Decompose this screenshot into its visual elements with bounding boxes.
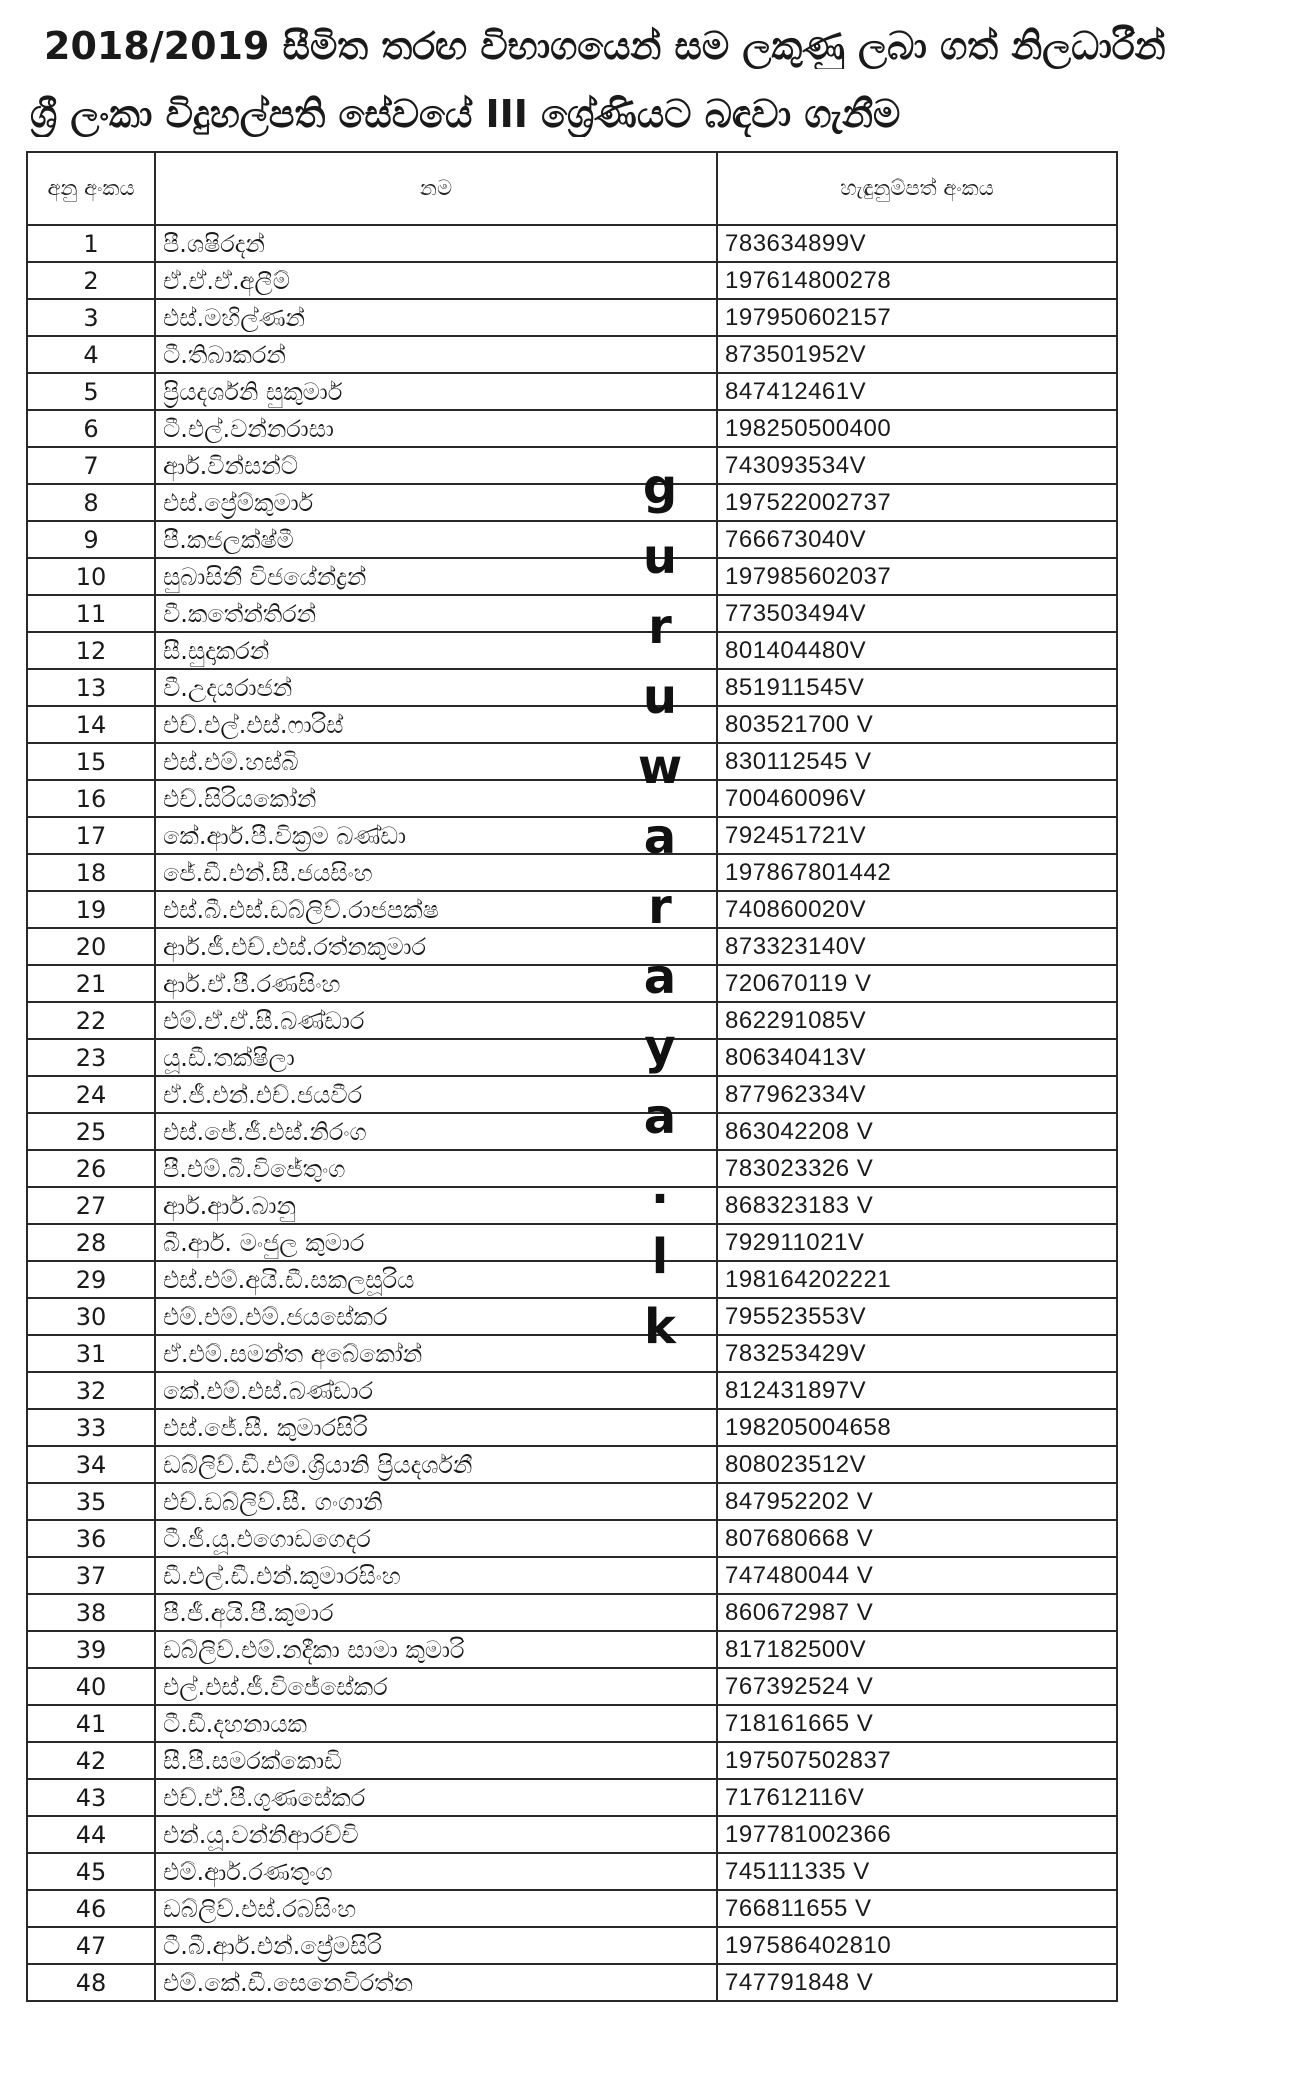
table-header-row bbox=[27, 152, 1117, 225]
row-number-cell: 6 bbox=[27, 410, 155, 447]
row-number-cell: 18 bbox=[27, 854, 155, 891]
row-name-cell: සුබාසිනී විජයේන්ද්‍රන් bbox=[155, 558, 717, 595]
row-number-cell: 7 bbox=[27, 447, 155, 484]
row-name-cell: ටී.ජී.යූ.එගොඩගෙදර bbox=[155, 1520, 717, 1557]
row-number-cell: 42 bbox=[27, 1742, 155, 1779]
table-row bbox=[27, 1446, 1117, 1483]
row-number-cell: 4 bbox=[27, 336, 155, 373]
row-name-cell: වී.කතේන්තිරන් bbox=[155, 595, 717, 632]
watermark-letter: u bbox=[642, 529, 678, 585]
row-id-cell: 868323183 V bbox=[717, 1187, 1117, 1224]
document-title-line-1: 2018/2019 සීමිත තරඟ විභාගයෙන් සම ලකුණු ලබා ගත් නිලධාරීන් bbox=[44, 24, 1166, 68]
row-name-cell: ඒ.ඒ.ඒ.අලීම් bbox=[155, 262, 717, 299]
row-number-cell: 45 bbox=[27, 1853, 155, 1890]
row-id-cell: 803521700 V bbox=[717, 706, 1117, 743]
table-row bbox=[27, 299, 1117, 336]
row-name-cell: පී.එම්.බී.විජේතුංග bbox=[155, 1150, 717, 1187]
row-name-cell: එස්.බී.එස්.ඩබ්ලිව්.රාජපක්ෂ bbox=[155, 891, 717, 928]
row-name-cell: ඩබ්ලිව්.ඩී.එම්.ශ්‍රියානි ප්‍රියදර්ශනී bbox=[155, 1446, 717, 1483]
table-row bbox=[27, 1890, 1117, 1927]
row-name-cell: එච්.ඩබ්ලිව්.සී. ගංගානි bbox=[155, 1483, 717, 1520]
table-row bbox=[27, 1964, 1117, 2001]
row-name-cell: ටී.තිබාකරන් bbox=[155, 336, 717, 373]
row-name-cell: ටී.ඩී.දහනායක bbox=[155, 1705, 717, 1742]
row-name-cell: කේ.ආර්.පී.වික්‍රම බණ්ඩා bbox=[155, 817, 717, 854]
row-id-cell: 773503494V bbox=[717, 595, 1117, 632]
row-number-cell: 47 bbox=[27, 1927, 155, 1964]
row-id-cell: 197507502837 bbox=[717, 1742, 1117, 1779]
row-name-cell: එස්.එම්.හස්බි bbox=[155, 743, 717, 780]
row-name-cell: එම්.ඒ.ඒ.සී.බණ්ඩාර bbox=[155, 1002, 717, 1039]
row-name-cell: එම්.ආර්.රණතුංග bbox=[155, 1853, 717, 1890]
row-number-cell: 44 bbox=[27, 1816, 155, 1853]
watermark-letter: a bbox=[643, 949, 677, 1005]
row-name-cell: ආර්.ආර්.බානු bbox=[155, 1187, 717, 1224]
row-id-cell: 817182500V bbox=[717, 1631, 1117, 1668]
row-id-cell: 830112545 V bbox=[717, 743, 1117, 780]
row-name-cell: ඒ.ජී.එන්.එච්.ජයවීර bbox=[155, 1076, 717, 1113]
row-name-cell: ඩී.එල්.ඩී.එන්.කුමාරසිංහ bbox=[155, 1557, 717, 1594]
row-id-cell: 197950602157 bbox=[717, 299, 1117, 336]
row-id-cell: 197985602037 bbox=[717, 558, 1117, 595]
table-row bbox=[27, 780, 1117, 817]
table-row bbox=[27, 1002, 1117, 1039]
row-id-cell: 700460096V bbox=[717, 780, 1117, 817]
watermark-letter: a bbox=[643, 1089, 677, 1145]
table-row bbox=[27, 410, 1117, 447]
table-row bbox=[27, 1594, 1117, 1631]
table-row bbox=[27, 1187, 1117, 1224]
row-number-cell: 16 bbox=[27, 780, 155, 817]
watermark-letter: u bbox=[642, 669, 678, 725]
column-header-name: නම bbox=[155, 152, 717, 225]
table-row bbox=[27, 1261, 1117, 1298]
row-name-cell: ඩබ්ලිව්.එම්.නදීකා සාමා කුමාරි bbox=[155, 1631, 717, 1668]
row-id-cell: 801404480V bbox=[717, 632, 1117, 669]
table-row bbox=[27, 484, 1117, 521]
row-id-cell: 767392524 V bbox=[717, 1668, 1117, 1705]
row-name-cell: පී.ජී.අයි.පී.කුමාර bbox=[155, 1594, 717, 1631]
row-number-cell: 27 bbox=[27, 1187, 155, 1224]
watermark-letter: g bbox=[642, 459, 678, 515]
row-id-cell: 766811655 V bbox=[717, 1890, 1117, 1927]
row-number-cell: 31 bbox=[27, 1335, 155, 1372]
table-row bbox=[27, 262, 1117, 299]
row-id-cell: 806340413V bbox=[717, 1039, 1117, 1076]
table-row bbox=[27, 1483, 1117, 1520]
row-id-cell: 743093534V bbox=[717, 447, 1117, 484]
table-row bbox=[27, 669, 1117, 706]
row-number-cell: 21 bbox=[27, 965, 155, 1002]
table-row bbox=[27, 521, 1117, 558]
row-number-cell: 39 bbox=[27, 1631, 155, 1668]
row-id-cell: 197522002737 bbox=[717, 484, 1117, 521]
row-id-cell: 860672987 V bbox=[717, 1594, 1117, 1631]
row-number-cell: 20 bbox=[27, 928, 155, 965]
row-name-cell: යූ.ඩී.තක්ෂිලා bbox=[155, 1039, 717, 1076]
row-name-cell: එල්.එස්.ජී.විජේසේකර bbox=[155, 1668, 717, 1705]
row-id-cell: 795523553V bbox=[717, 1298, 1117, 1335]
table-row bbox=[27, 1631, 1117, 1668]
row-number-cell: 1 bbox=[27, 225, 155, 262]
row-number-cell: 14 bbox=[27, 706, 155, 743]
table-row bbox=[27, 1150, 1117, 1187]
table-row bbox=[27, 1853, 1117, 1890]
row-number-cell: 11 bbox=[27, 595, 155, 632]
row-name-cell: එච්.සිරියකෝන් bbox=[155, 780, 717, 817]
row-name-cell: එච්.ඒ.පී.ගුණසේකර bbox=[155, 1779, 717, 1816]
row-name-cell: ජේ.ඩී.එන්.සී.ජයසිංහ bbox=[155, 854, 717, 891]
row-number-cell: 22 bbox=[27, 1002, 155, 1039]
table-row bbox=[27, 1409, 1117, 1446]
table-row bbox=[27, 595, 1117, 632]
row-number-cell: 5 bbox=[27, 373, 155, 410]
row-number-cell: 46 bbox=[27, 1890, 155, 1927]
table-row bbox=[27, 336, 1117, 373]
row-name-cell: ඩබ්ලිව්.එස්.රබසිංහ bbox=[155, 1890, 717, 1927]
table-row bbox=[27, 706, 1117, 743]
row-id-cell: 766673040V bbox=[717, 521, 1117, 558]
row-name-cell: එස්.ජේ.ජී.එස්.නිරංග bbox=[155, 1113, 717, 1150]
row-id-cell: 783253429V bbox=[717, 1335, 1117, 1372]
row-id-cell: 197586402810 bbox=[717, 1927, 1117, 1964]
row-id-cell: 792451721V bbox=[717, 817, 1117, 854]
table-row bbox=[27, 1742, 1117, 1779]
row-name-cell: සී.සුදාකරන් bbox=[155, 632, 717, 669]
row-id-cell: 873323140V bbox=[717, 928, 1117, 965]
row-id-cell: 792911021V bbox=[717, 1224, 1117, 1261]
watermark-letter: k bbox=[644, 1299, 676, 1355]
row-number-cell: 17 bbox=[27, 817, 155, 854]
table-row bbox=[27, 1668, 1117, 1705]
row-id-cell: 851911545V bbox=[717, 669, 1117, 706]
row-id-cell: 877962334V bbox=[717, 1076, 1117, 1113]
row-id-cell: 862291085V bbox=[717, 1002, 1117, 1039]
table-row bbox=[27, 1335, 1117, 1372]
table-row bbox=[27, 1520, 1117, 1557]
row-name-cell: ආර්.වින්සන්ට් bbox=[155, 447, 717, 484]
table-row bbox=[27, 373, 1117, 410]
table-row bbox=[27, 1113, 1117, 1150]
table-row bbox=[27, 928, 1117, 965]
row-number-cell: 48 bbox=[27, 1964, 155, 2001]
row-number-cell: 36 bbox=[27, 1520, 155, 1557]
row-id-cell: 740860020V bbox=[717, 891, 1117, 928]
row-name-cell: ටී.එල්.වන්නරාසා bbox=[155, 410, 717, 447]
row-name-cell: එස්.මහිල්ණන් bbox=[155, 299, 717, 336]
table-row bbox=[27, 1779, 1117, 1816]
row-name-cell: කේ.එම්.එස්.බණ්ඩාර bbox=[155, 1372, 717, 1409]
row-id-cell: 198164202221 bbox=[717, 1261, 1117, 1298]
row-id-cell: 197614800278 bbox=[717, 262, 1117, 299]
watermark-letter: r bbox=[648, 879, 672, 935]
row-number-cell: 33 bbox=[27, 1409, 155, 1446]
row-id-cell: 197867801442 bbox=[717, 854, 1117, 891]
row-name-cell: පී.ශෂිරදන් bbox=[155, 225, 717, 262]
table-row bbox=[27, 1705, 1117, 1742]
row-id-cell: 198205004658 bbox=[717, 1409, 1117, 1446]
table-row bbox=[27, 632, 1117, 669]
row-name-cell: බී.ආර්. මංජුල කුමාර bbox=[155, 1224, 717, 1261]
row-id-cell: 718161665 V bbox=[717, 1705, 1117, 1742]
table-row bbox=[27, 1816, 1117, 1853]
watermark bbox=[630, 452, 690, 1362]
row-number-cell: 28 bbox=[27, 1224, 155, 1261]
table-row bbox=[27, 558, 1117, 595]
row-id-cell: 847412461V bbox=[717, 373, 1117, 410]
row-id-cell: 812431897V bbox=[717, 1372, 1117, 1409]
row-number-cell: 24 bbox=[27, 1076, 155, 1113]
row-number-cell: 40 bbox=[27, 1668, 155, 1705]
table-body bbox=[27, 225, 1117, 2001]
row-name-cell: එම්.එම්.එම්.ජයසේකර bbox=[155, 1298, 717, 1335]
table-row bbox=[27, 965, 1117, 1002]
table-row bbox=[27, 817, 1117, 854]
watermark-letter: y bbox=[644, 1019, 676, 1075]
row-number-cell: 41 bbox=[27, 1705, 155, 1742]
row-number-cell: 19 bbox=[27, 891, 155, 928]
row-name-cell: ටී.බී.ආර්.එන්.ප්‍රේමසිරි bbox=[155, 1927, 717, 1964]
row-id-cell: 720670119 V bbox=[717, 965, 1117, 1002]
table-row bbox=[27, 1076, 1117, 1113]
watermark-letter: a bbox=[643, 809, 677, 865]
table-row bbox=[27, 854, 1117, 891]
row-number-cell: 34 bbox=[27, 1446, 155, 1483]
column-header-id: හැඳුනුම්පත් අංකය bbox=[717, 152, 1117, 225]
row-name-cell: එස්.එම්.අයි.ඩී.සකලසූරිය bbox=[155, 1261, 717, 1298]
table-row bbox=[27, 1298, 1117, 1335]
table-row bbox=[27, 1039, 1117, 1076]
watermark-letter: w bbox=[637, 739, 683, 795]
column-header-number: අනු අංකය bbox=[27, 152, 155, 225]
row-name-cell: එච්.එල්.එස්.ෆාරිස් bbox=[155, 706, 717, 743]
row-id-cell: 197781002366 bbox=[717, 1816, 1117, 1853]
row-number-cell: 32 bbox=[27, 1372, 155, 1409]
row-name-cell: ඒ.එම්.සමන්ත අබේකෝන් bbox=[155, 1335, 717, 1372]
row-id-cell: 863042208 V bbox=[717, 1113, 1117, 1150]
row-number-cell: 10 bbox=[27, 558, 155, 595]
row-id-cell: 807680668 V bbox=[717, 1520, 1117, 1557]
row-name-cell: වී.උදයරාජන් bbox=[155, 669, 717, 706]
table-row bbox=[27, 447, 1117, 484]
officers-table bbox=[26, 151, 1118, 2002]
row-number-cell: 38 bbox=[27, 1594, 155, 1631]
row-number-cell: 9 bbox=[27, 521, 155, 558]
row-number-cell: 25 bbox=[27, 1113, 155, 1150]
row-name-cell: එම්.කේ.ඩී.සෙනෙවිරත්න bbox=[155, 1964, 717, 2001]
row-number-cell: 12 bbox=[27, 632, 155, 669]
row-number-cell: 29 bbox=[27, 1261, 155, 1298]
row-number-cell: 3 bbox=[27, 299, 155, 336]
row-id-cell: 747791848 V bbox=[717, 1964, 1117, 2001]
row-number-cell: 13 bbox=[27, 669, 155, 706]
row-id-cell: 783634899V bbox=[717, 225, 1117, 262]
row-number-cell: 2 bbox=[27, 262, 155, 299]
table-row bbox=[27, 743, 1117, 780]
table-row bbox=[27, 1927, 1117, 1964]
table-row bbox=[27, 1557, 1117, 1594]
row-name-cell: ආර්.ජී.එච්.එස්.රත්නකුමාර bbox=[155, 928, 717, 965]
row-number-cell: 37 bbox=[27, 1557, 155, 1594]
document-title-line-2: ශ්‍රී ලංකා විදුහල්පති සේවයේ III ශ්‍රේණියට බඳවා ගැනීම bbox=[30, 92, 901, 136]
row-name-cell: පී.කජලක්ෂ්මී bbox=[155, 521, 717, 558]
row-id-cell: 873501952V bbox=[717, 336, 1117, 373]
row-id-cell: 745111335 V bbox=[717, 1853, 1117, 1890]
row-number-cell: 35 bbox=[27, 1483, 155, 1520]
row-id-cell: 717612116V bbox=[717, 1779, 1117, 1816]
table-row bbox=[27, 1372, 1117, 1409]
row-number-cell: 26 bbox=[27, 1150, 155, 1187]
row-id-cell: 783023326 V bbox=[717, 1150, 1117, 1187]
table-row bbox=[27, 1224, 1117, 1261]
row-number-cell: 15 bbox=[27, 743, 155, 780]
table-row bbox=[27, 891, 1117, 928]
row-number-cell: 23 bbox=[27, 1039, 155, 1076]
row-id-cell: 198250500400 bbox=[717, 410, 1117, 447]
watermark-letter: r bbox=[648, 599, 672, 655]
row-number-cell: 43 bbox=[27, 1779, 155, 1816]
row-number-cell: 8 bbox=[27, 484, 155, 521]
watermark-letter: l bbox=[651, 1229, 669, 1285]
row-id-cell: 747480044 V bbox=[717, 1557, 1117, 1594]
row-name-cell: එන්.යූ.වන්නිආරච්චි bbox=[155, 1816, 717, 1853]
row-number-cell: 30 bbox=[27, 1298, 155, 1335]
row-name-cell: ආර්.ඒ.පී.රණසිංහ bbox=[155, 965, 717, 1002]
row-name-cell: එස්.ජේ.සී. කුමාරසිරි bbox=[155, 1409, 717, 1446]
row-id-cell: 847952202 V bbox=[717, 1483, 1117, 1520]
watermark-letter: . bbox=[650, 1159, 670, 1215]
table-row bbox=[27, 225, 1117, 262]
row-name-cell: සී.පී.සමරක්කොඩි bbox=[155, 1742, 717, 1779]
row-id-cell: 808023512V bbox=[717, 1446, 1117, 1483]
row-name-cell: ප්‍රියදර්ශනි සුකුමාර් bbox=[155, 373, 717, 410]
row-name-cell: එස්.ප්‍රේම්කුමාර් bbox=[155, 484, 717, 521]
